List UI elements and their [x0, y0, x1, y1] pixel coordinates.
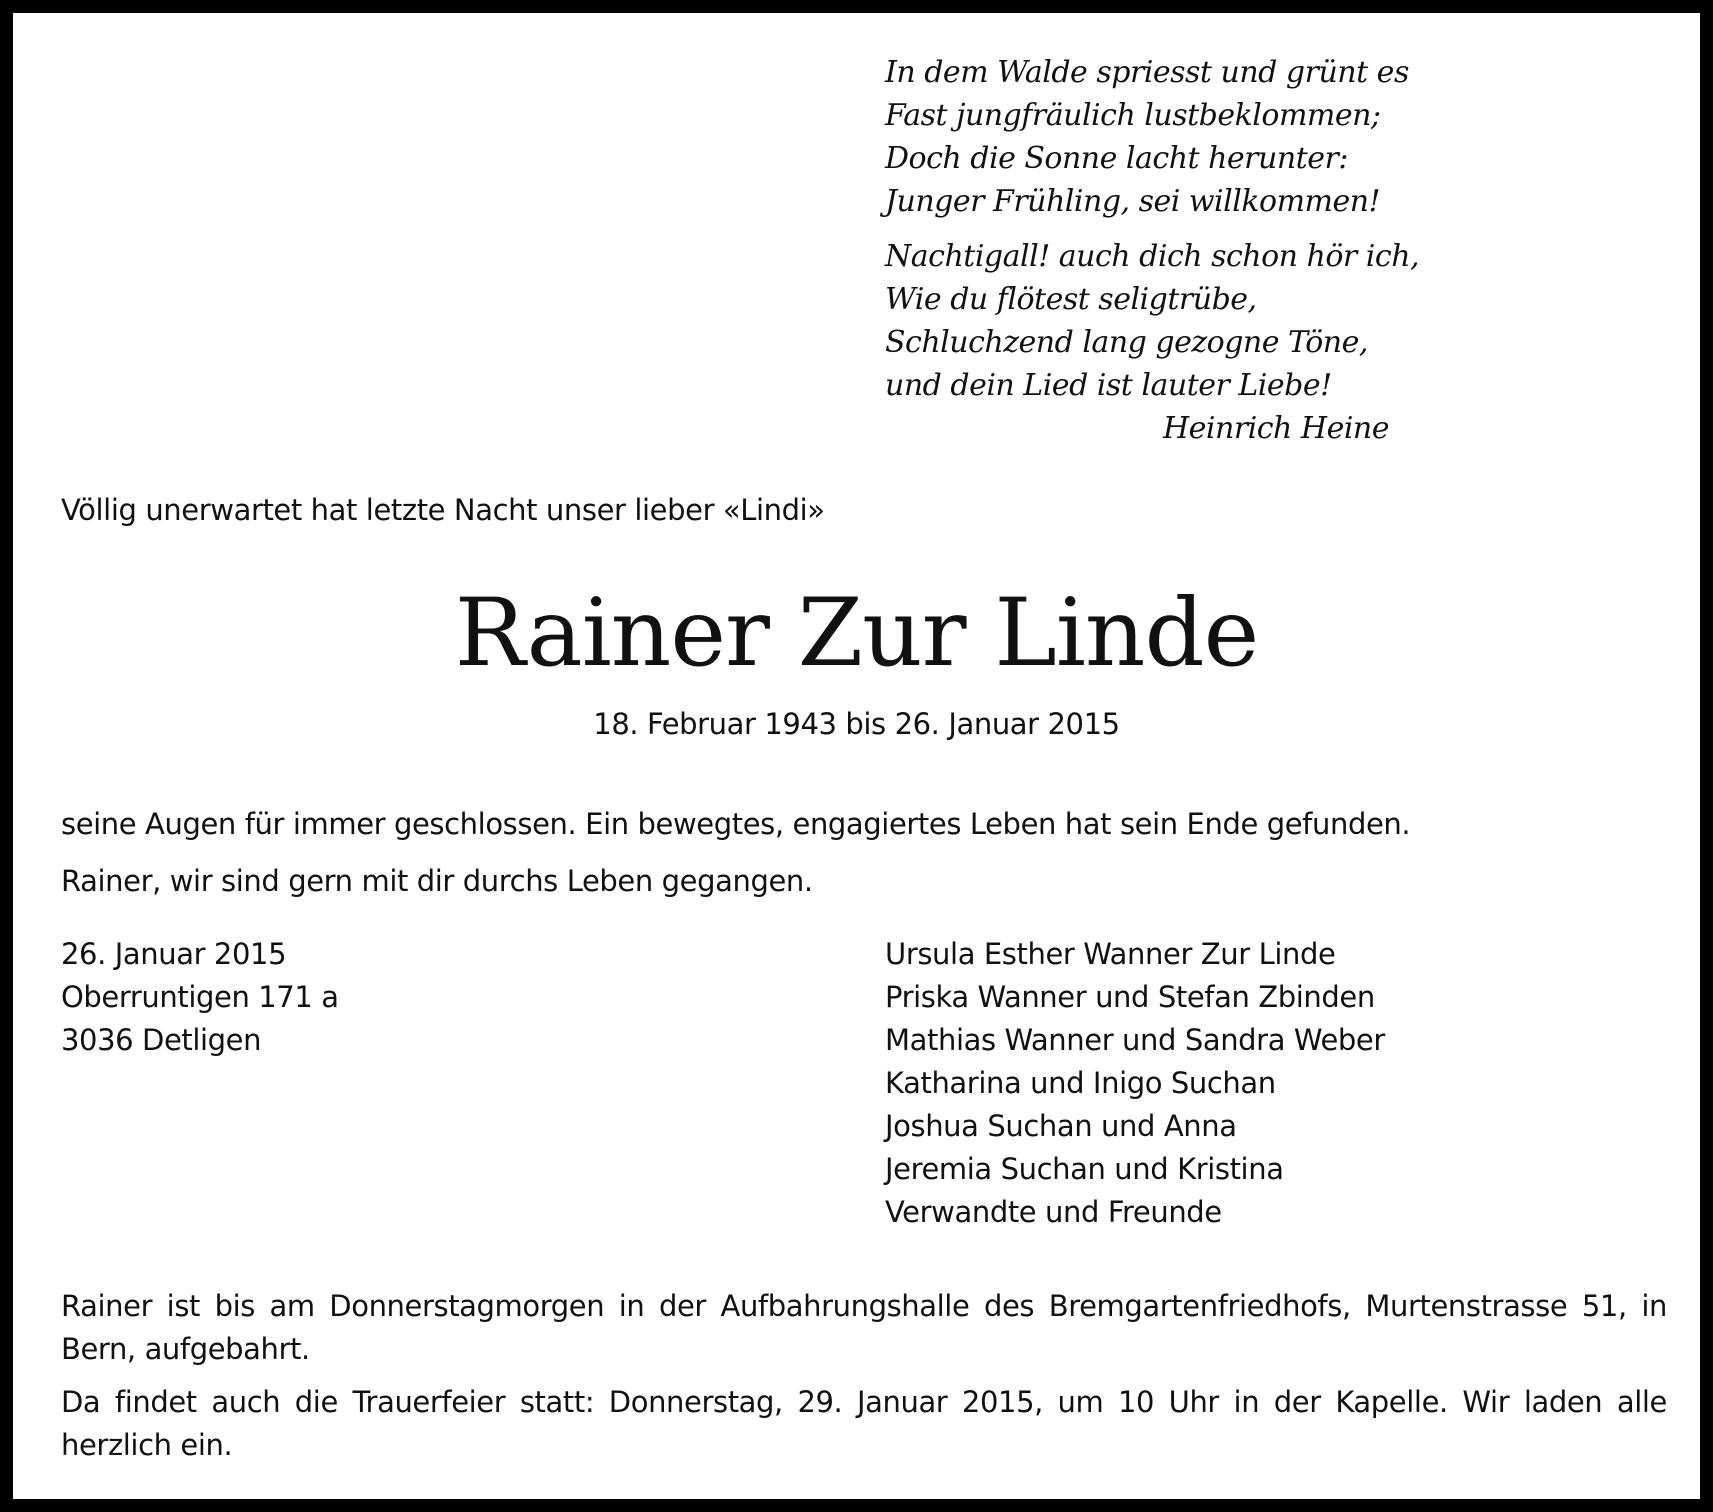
address-block — [61, 933, 339, 1062]
poem-author: Heinrich Heine — [1162, 411, 1389, 446]
body-text — [61, 803, 1410, 917]
address-city: 3036 Detligen — [61, 1023, 262, 1057]
body-line: Rainer, wir sind gern mit dir durchs Leben gegangen. — [61, 864, 813, 898]
mourner-name: Ursula Esther Wanner Zur Linde — [885, 937, 1336, 971]
mourner-name: Jeremia Suchan und Kristina — [885, 1152, 1284, 1186]
address-street: Oberruntigen 171 a — [61, 980, 339, 1014]
deceased-name: Rainer Zur Linde — [454, 579, 1259, 688]
poem-line: Wie du flötest seligtrübe, — [885, 282, 1257, 317]
body-line: seine Augen für immer geschlossen. Ein bewegtes, engagiertes Leben hat sein Ende gefunden. — [61, 807, 1411, 841]
poem-stanza-1 — [885, 51, 1409, 223]
funeral-info-paragraph: Da findet auch die Trauerfeier statt: Donnerstag, 29. Januar 2015, um 10 Uhr in der Kapelle. Wir laden alle herzlich ein. — [61, 1385, 1667, 1462]
mourners-list — [885, 933, 1385, 1234]
mourner-name: Mathias Wanner und Sandra Weber — [885, 1023, 1385, 1057]
poem-line: Doch die Sonne lacht herunter: — [885, 141, 1348, 176]
address-date: 26. Januar 2015 — [61, 937, 287, 971]
poem-line: Nachtigall! auch dich schon hör ich, — [885, 239, 1420, 274]
poem-line: und dein Lied ist lauter Liebe! — [885, 368, 1332, 403]
poem — [885, 51, 1420, 450]
poem-line: In dem Walde spriesst und grünt es — [885, 55, 1409, 90]
poem-line: Fast jungfräulich lustbeklommen; — [885, 98, 1381, 133]
funeral-info — [61, 1285, 1667, 1477]
mourner-name: Joshua Suchan und Anna — [885, 1109, 1237, 1143]
life-dates: 18. Februar 1943 bis 26. Januar 2015 — [593, 707, 1120, 741]
mourner-name: Verwandte und Freunde — [885, 1195, 1222, 1229]
funeral-info-paragraph: Rainer ist bis am Donnerstagmorgen in der Aufbahrungshalle des Bremgartenfriedhofs, Murtenstrasse 51, in Bern, aufgebahrt. — [61, 1289, 1667, 1366]
intro-text: Völlig unerwartet hat letzte Nacht unser lieber «Lindi» — [61, 493, 825, 527]
mourner-name: Katharina und Inigo Suchan — [885, 1066, 1276, 1100]
mourner-name: Priska Wanner und Stefan Zbinden — [885, 980, 1375, 1014]
poem-line: Schluchzend lang gezogne Töne, — [885, 325, 1368, 360]
poem-stanza-2 — [885, 235, 1420, 450]
poem-line: Junger Frühling, sei willkommen! — [885, 184, 1381, 219]
